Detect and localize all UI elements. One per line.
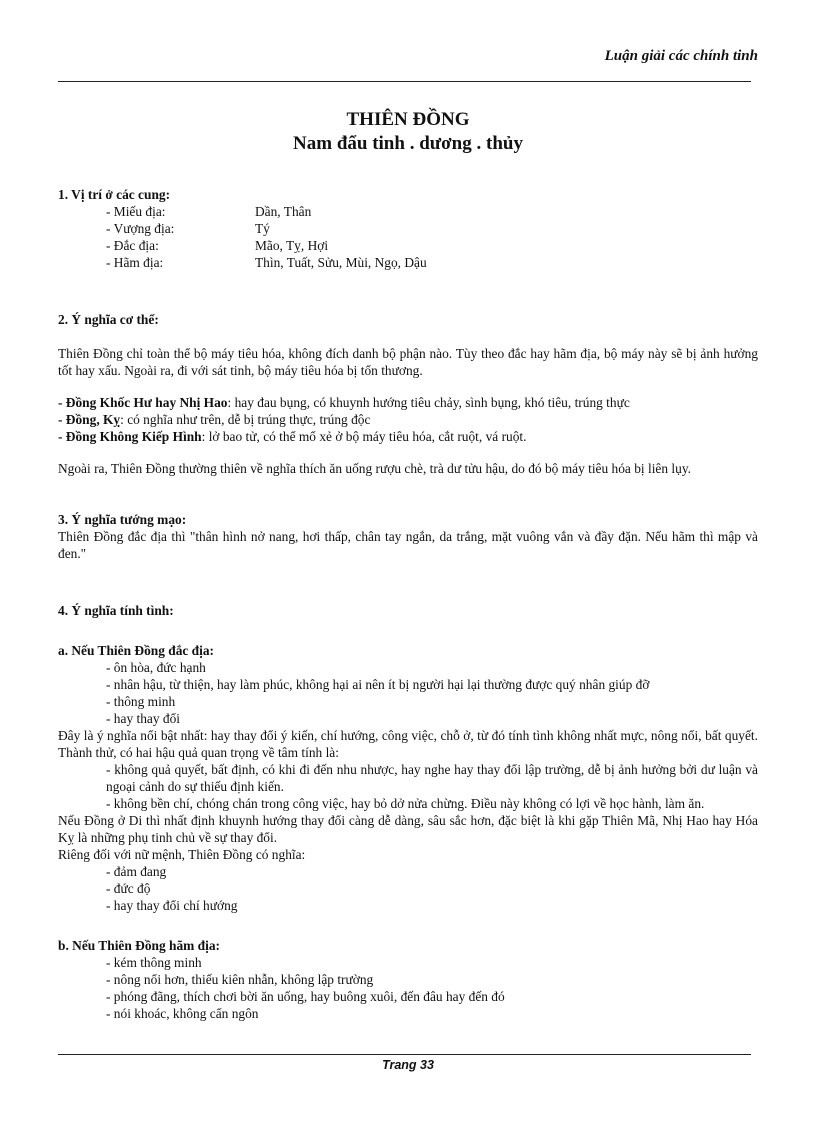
list-item: - thông minh [106,694,176,709]
section-3-heading: 3. Ý nghĩa tướng mạo: [58,512,187,527]
position-label: - Hãm địa: [106,255,164,270]
body-paragraph: Ngoài ra, Thiên Đồng thường thiên về nghĩa thích ăn uống rượu chè, trà dư tửu hậu, do đó bộ máy tiêu hóa bị liên lụy. [58,461,691,476]
position-row [106,220,758,237]
position-label: - Đắc địa: [106,238,159,253]
header-rule [58,81,751,82]
list-item: - đức độ [106,881,151,896]
section-1-heading: 1. Vị trí ở các cung: [58,187,171,202]
list-item: - hay thay đổi [106,711,181,726]
item-text: : có nghĩa như trên, dễ bị trúng thực, trúng độc [120,412,371,427]
list-item: - phóng đãng, thích chơi bời ăn uống, hay buông xuôi, đến đâu hay đến đó [106,989,505,1004]
document-body [58,186,758,1022]
position-row [106,203,758,220]
position-row [106,254,758,271]
position-value: Thìn, Tuất, Sửu, Mùi, Ngọ, Dậu [255,255,427,270]
position-label: - Vượng địa: [106,221,175,236]
list-item: - hay thay đổi chí hướng [106,898,238,913]
item-term: - Đồng Không Kiếp Hình [58,429,202,444]
body-paragraph: Thiên Đồng đắc địa thì "thân hình nở nang, hơi thấp, chân tay ngắn, da trắng, mặt vuông vắn và đầy đặn. Nếu hãm thì mập và đen." [58,529,758,561]
list-item [58,428,758,445]
body-paragraph: Nếu Đồng ở Di thì nhất định khuynh hướng thay đổi càng dễ dàng, sâu sắc hơn, đặc biệt là khi gặp Thiên Mã, Nhị Hao hay Hóa Kỵ là những phụ tinh chủ về sự thay đổi. [58,813,758,845]
list-item: - nhân hậu, từ thiện, hay làm phúc, không hại ai nên ít bị người hại lại thường được quý nhân giúp đỡ [106,677,650,692]
body-paragraph: Riêng đối với nữ mệnh, Thiên Đồng có nghĩa: [58,847,306,862]
item-text: : lở bao tử, có thể mổ xẻ ở bộ máy tiêu hóa, cắt ruột, vá ruột. [201,429,527,444]
body-paragraph: - không quả quyết, bất định, có khi đi đến nhu nhược, hay nghe hay thay đổi lập trường, dễ bị ảnh hưởng bởi dư luận và ngoại cảnh do sự thiếu định kiến. [106,762,758,794]
position-value: Mão, Tỵ, Hợi [255,238,329,253]
list-item [58,394,758,411]
list-item: - đảm đang [106,864,167,879]
subsection-a-heading: a. Nếu Thiên Đồng đắc địa: [58,643,215,658]
subsection-b-heading: b. Nếu Thiên Đồng hãm địa: [58,938,220,953]
item-text: : hay đau bụng, có khuynh hướng tiêu chảy, sình bụng, khó tiêu, trúng thực [227,395,630,410]
list-item: - kém thông minh [106,955,202,970]
list-item: - nông nổi hơn, thiếu kiên nhẫn, không lập trường [106,972,374,987]
position-value: Dần, Thân [255,204,312,219]
list-item [58,411,758,428]
running-header-title: Luận giải các chính tinh [604,48,758,64]
body-paragraph: - không bền chí, chóng chán trong công việc, hay bỏ dở nửa chừng. Điều này không có lợi về học hành, làm ăn. [106,796,705,811]
list-item: - nói khoác, không cẩn ngôn [106,1006,259,1021]
body-paragraph: Thiên Đồng chỉ toàn thể bộ máy tiêu hóa, không đích danh bộ phận nào. Tùy theo đắc hay hãm địa, bộ máy này sẽ bị ảnh hưởng tốt hay xấu. Ngoài ra, đi với sát tinh, bộ máy tiêu hóa bị tổn thương. [58,346,758,378]
position-row [106,237,758,254]
item-term: - Đồng, Kỵ [58,412,121,427]
list-item: - ôn hòa, đức hạnh [106,660,206,675]
position-label: - Miếu địa: [106,204,166,219]
position-value: Tý [255,221,270,236]
section-2-heading: 2. Ý nghĩa cơ thể: [58,312,159,327]
section-4-heading: 4. Ý nghĩa tính tình: [58,603,174,618]
body-paragraph: Đây là ý nghĩa nổi bật nhất: hay thay đổi ý kiến, chí hướng, công việc, chỗ ở, từ đó tính tình không nhất mực, nông nổi, bất quyết. Thành thử, có hai hậu quả quan trọng về tâm tính là: [58,728,758,760]
footer-rule [58,1054,751,1055]
page-number: Trang 33 [382,1058,434,1072]
position-table [106,203,758,271]
page-subtitle: Nam đẩu tinh . dương . thủy [293,133,523,154]
item-term: - Đồng Khốc Hư hay Nhị Hao [58,395,228,410]
page-title: THIÊN ĐỒNG [346,109,470,130]
